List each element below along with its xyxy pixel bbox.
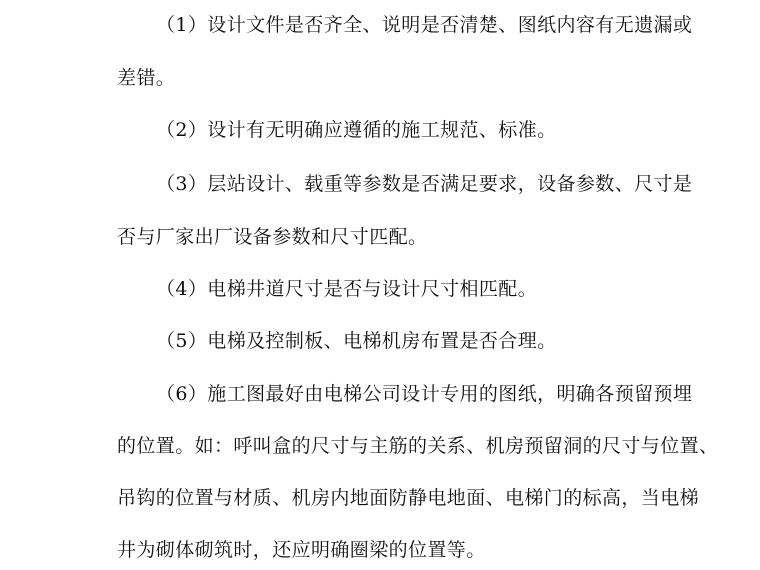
item-6-line-1 xyxy=(156,381,692,407)
item-3-text: 层站设计、载重等参数是否满足要求，设备参数、尺寸是 xyxy=(207,173,693,195)
item-6-line-3: 吊钩的位置与材质、机房内地面防静电地面、电梯门的标高，当电梯 xyxy=(117,487,700,509)
item-2-text: 设计有无明确应遵循的施工规范、标准。 xyxy=(207,119,557,141)
item-4-number: （4） xyxy=(156,278,208,300)
item-1-text: 设计文件是否齐全、说明是否清楚、图纸内容有无遗漏或 xyxy=(207,14,693,36)
item-4-line-1 xyxy=(156,276,537,302)
item-1-number: （1） xyxy=(156,14,208,36)
item-2-line-1 xyxy=(156,117,557,143)
item-5-number: （5） xyxy=(156,330,208,352)
item-1-line-2: 差错。 xyxy=(117,67,176,89)
item-3-line-1 xyxy=(156,171,692,197)
item-5-text: 电梯及控制板、电梯机房布置是否合理。 xyxy=(207,330,557,352)
item-4-text: 电梯井道尺寸是否与设计尺寸相匹配。 xyxy=(207,278,538,300)
item-2-number: （2） xyxy=(156,119,208,141)
item-6-number: （6） xyxy=(156,383,208,405)
item-3-number: （3） xyxy=(156,173,208,195)
item-1-line-1 xyxy=(156,12,692,38)
item-3-line-2: 否与厂家出厂设备参数和尺寸匹配。 xyxy=(117,226,428,248)
item-6-text: 施工图最好由电梯公司设计专用的图纸，明确各预留预埋 xyxy=(207,383,693,405)
item-6-line-2: 的位置。如：呼叫盒的尺寸与主筋的关系、机房预留洞的尺寸与位置、 xyxy=(117,435,719,457)
item-5-line-1 xyxy=(156,328,557,354)
item-6-line-4: 井为砌体砌筑时，还应明确圈梁的位置等。 xyxy=(117,539,486,561)
